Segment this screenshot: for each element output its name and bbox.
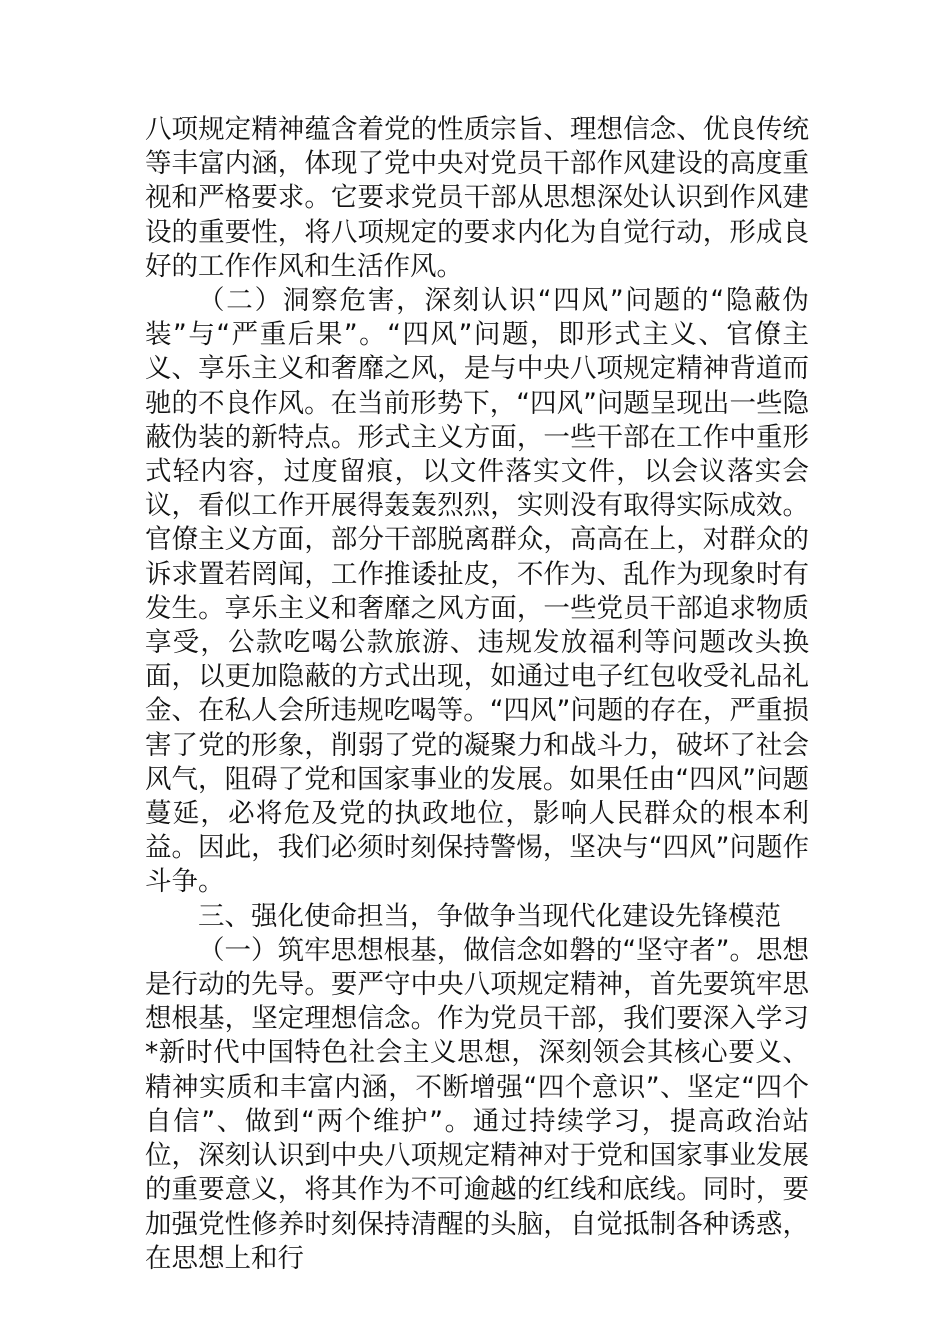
section-heading-three: 三、强化使命担当，争做争当现代化建设先锋模范	[198, 900, 781, 932]
document-body	[145, 113, 809, 1276]
paragraph-intro: 八项规定精神蕴含着党的性质宗旨、理想信念、优良传统等丰富内涵，体现了党中央对党员干部作风建设的高度重视和严格要求。它要求党员干部从思想深处认识到作风建设的重要性，将八项规定的要求内化为自觉行动，形成良好的工作作风和生活作风。	[145, 114, 809, 282]
paragraph-four-winds: （二）洞察危害，深刻认识“四风”问题的“隐蔽伪装”与“严重后果”。“四风”问题，即形式主义、官僚主义、享乐主义和奢靡之风，是与中央八项规定精神背道而驰的不良作风。在当前形势下，“四风”问题呈现出一些隐蔽伪装的新特点。形式主义方面，一些干部在工作中重形式轻内容，过度留痕，以文件落实文件，以会议落实会议，看似工作开展得轰轰烈烈，实则没有取得实际成效。官僚主义方面，部分干部脱离群众，高高在上，对群众的诉求置若罔闻，工作推诿扯皮，不作为、乱作为现象时有发生。享乐主义和奢靡之风方面，一些党员干部追求物质享受，公款吃喝公款旅游、违规发放福利等问题改头换面，以更加隐蔽的方式出现，如通过电子红包收受礼品礼金、在私人会所违规吃喝等。“四风”问题的存在，严重损害了党的形象，削弱了党的凝聚力和战斗力，破坏了社会风气，阻碍了党和国家事业的发展。如果任由“四风”问题蔓延，必将危及党的执政地位，影响人民群众的根本利益。因此，我们必须时刻保持警惕，坚决与“四风”问题作斗争。	[145, 285, 809, 898]
paragraph-thought-foundation: （一）筑牢思想根基，做信念如磐的“坚守者”。思想是行动的先导。要严守中央八项规定精神，首先要筑牢思想根基，坚定理想信念。作为党员干部，我们要深入学习*新时代中国特色社会主义思想，深刻领会其核心要义、精神实质和丰富内涵，不断增强“四个意识”、坚定“四个自信”、做到“两个维护”。通过持续学习，提高政治站位，深刻认识到中央八项规定精神对于党和国家事业发展的重要意义，将其作为不可逾越的红线和底线。同时，要加强党性修养时刻保持清醒的头脑，自觉抵制各种诱惑，在思想上和行	[145, 934, 809, 1274]
